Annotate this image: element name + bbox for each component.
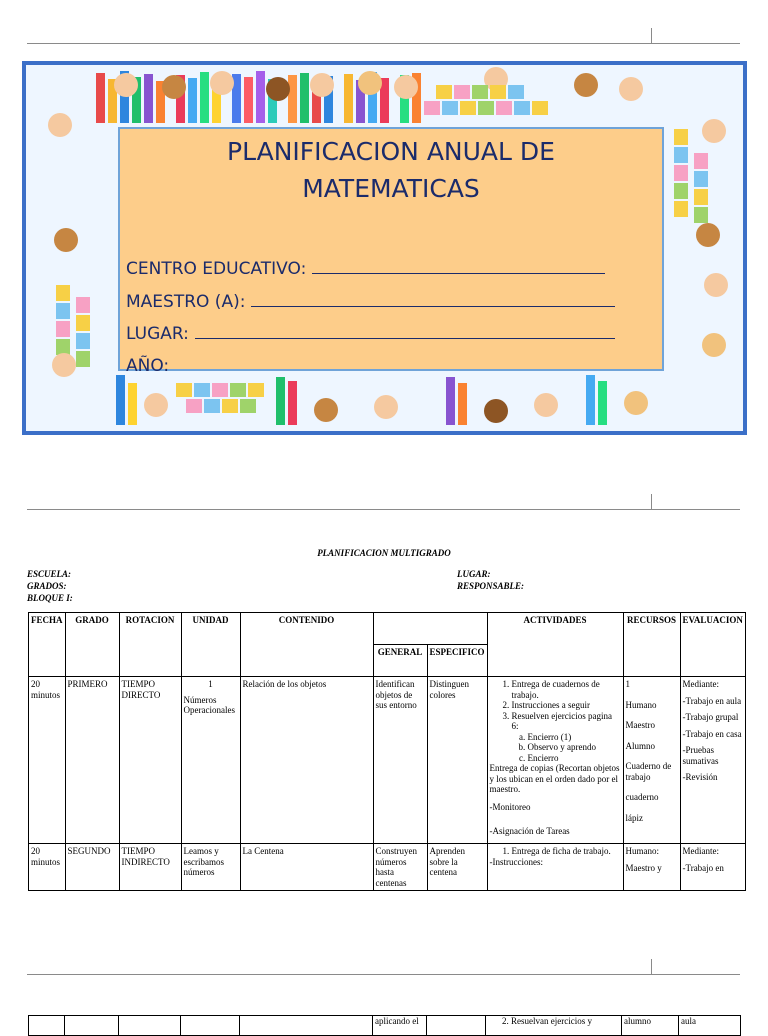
plan-title: PLANIFICACION MULTIGRADO [317,548,451,558]
cell-fecha [29,1016,65,1036]
anio-label: AÑO: [126,356,170,376]
maestro-blank [251,292,615,307]
cell-especifico: Aprenden sobre la centena [427,844,487,891]
recurso-item: Alumno [625,740,656,751]
cover-banner [22,61,747,435]
cell-evaluacion [680,677,745,844]
cell-unidad [181,1016,240,1036]
header-actividades: ACTIVIDADES [487,613,623,677]
header-grado: GRADO [65,613,119,677]
recurso-item: Humano [625,699,657,710]
lugar-blank [195,324,615,339]
cell-evaluacion: aula [679,1016,741,1036]
sub-activity-item: c. Encierro [528,753,621,764]
cell-actividades [487,844,623,891]
cell-general: Construyen números hasta centenas [373,844,427,891]
header-especifico: ESPECIFICO [427,645,487,677]
cell-grado: SEGUNDO [65,844,119,891]
cell-grado [65,1016,119,1036]
cell-general: aplicando el [373,1016,427,1036]
activity-item: 1. Entrega de ficha de trabajo. [512,846,621,857]
activity-item: 3. Resuelven ejercicios pagina 6: a. Encierro (1) b. Observo y aprendo c. Encierro [512,711,621,764]
evaluacion-item: -Trabajo en [682,862,724,873]
cell-fecha: 20 minutos [29,677,66,844]
evaluacion-item: -Trabajo en aula [682,695,742,706]
table-row [29,677,746,844]
sub-activity-item: b. Observo y aprendo [528,742,621,753]
cover-title [120,133,662,207]
centro-educativo-field [126,259,605,279]
cell-contenido: La Centena [240,844,373,891]
cell-especifico: Distinguen colores [427,677,487,844]
header-unidad: UNIDAD [181,613,240,677]
cell-rotacion: TIEMPO DIRECTO [119,677,181,844]
header-recursos: RECURSOS [623,613,680,677]
activity-copias: Entrega de copias (Recortan objetos y los ubican en el orden dado por el maestro. [489,763,620,794]
grados-label: GRADOS: [27,581,67,591]
header-general: GENERAL [373,645,427,677]
recurso-item: lápiz [625,812,644,823]
header-fecha: FECHA [29,613,66,677]
evaluacion-item: -Pruebas sumativas [682,745,719,766]
planning-table-continuation [28,1015,741,1036]
bloque-label: BLOQUE I: [27,593,73,603]
evaluacion-item: -Revisión [682,772,718,782]
cell-actividades [487,677,623,844]
title-panel [118,127,664,376]
activity-instrucciones: -Instrucciones: [489,856,543,867]
lugar-label: LUGAR: [126,324,189,344]
page-separator [27,974,740,975]
header-rotacion: ROTACION [119,613,181,677]
evaluacion-item: Mediante: [682,846,720,856]
cover-title-line1: PLANIFICACION ANUAL DE [227,137,555,166]
activity-item: 1. Entrega de cuadernos de trabajo. [512,679,621,700]
planning-table [28,612,746,891]
recurso-item: Cuaderno de trabajo [625,761,672,782]
recurso-item: 1 [625,679,631,689]
recurso-item: Maestro y [625,862,662,873]
evaluacion-item: -Trabajo grupal [682,712,739,722]
maestro-label: MAESTRO (A): [126,292,246,312]
maestro-field [126,292,615,312]
header-evaluacion: EVALUACION [680,613,745,677]
page-tick [651,959,652,974]
centro-educativo-label: CENTRO EDUCATIVO: [126,259,307,279]
plan-meta-right [457,568,524,592]
cover-title-line2: MATEMATICAS [302,174,480,203]
cell-especifico [427,1016,486,1036]
cell-contenido [240,1016,373,1036]
cell-recursos [623,677,680,844]
page-tick [651,494,652,509]
header-objetivos [373,613,487,645]
plan-meta-left [27,568,73,604]
page-separator [27,509,740,510]
cell-rotacion [119,1016,181,1036]
header-contenido: CONTENIDO [240,613,373,677]
cell-recursos: alumno [622,1016,679,1036]
lugar-meta-label: LUGAR: [457,569,491,579]
centro-educativo-blank [312,259,605,274]
sub-activity-item: a. Encierro (1) [528,732,621,743]
responsable-label: RESPONSABLE: [457,581,525,591]
recurso-item: Maestro [625,720,656,730]
recurso-item: cuaderno [625,792,659,802]
table-row [29,1016,741,1036]
lugar-field [126,324,615,344]
cell-contenido: Relación de los objetos [240,677,373,844]
activity-monitoreo: -Monitoreo [489,801,531,812]
page-separator [27,43,740,44]
anio-field [126,356,169,376]
cell-fecha: 20 minutos [29,844,66,891]
cell-recursos [623,844,680,891]
recurso-item: Humano: [625,846,660,856]
escuela-label: ESCUELA: [27,569,72,579]
cell-rotacion: TIEMPO INDIRECTO [119,844,181,891]
cell-actividades: 2. Resuelvan ejercicios y [486,1016,622,1036]
evaluacion-item: Mediante: [682,679,720,689]
cell-unidad: Leamos y escribamos números [181,844,240,891]
evaluacion-item: -Trabajo en casa [682,728,742,739]
table-row [29,844,746,891]
unidad-name: Números Operacionales [183,694,235,715]
cell-evaluacion [680,844,745,891]
unidad-number: 1 [208,679,213,689]
cell-unidad [181,677,240,844]
cell-grado: PRIMERO [65,677,119,844]
activity-tareas: -Asignación de Tareas [489,826,570,836]
page-tick [651,28,652,43]
activity-item: 2. Instrucciones a seguir [512,700,621,711]
cell-general: Identifican objetos de sus entorno [373,677,427,844]
